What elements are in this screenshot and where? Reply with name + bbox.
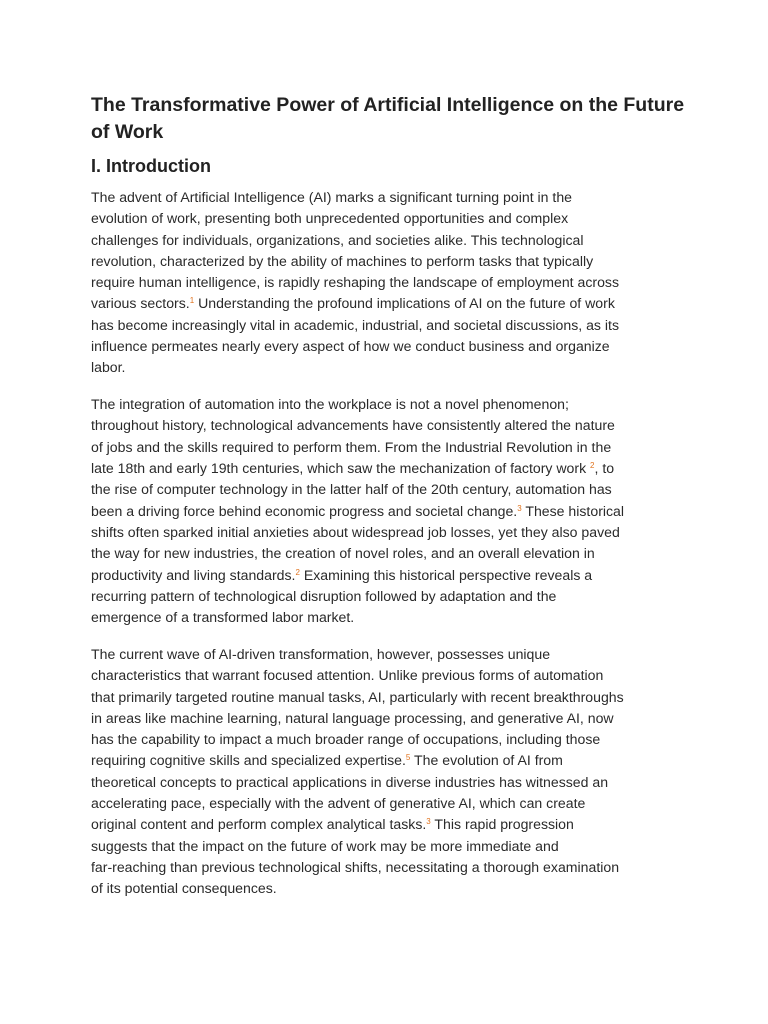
- text-line: in areas like machine learning, natural language processing, and generative AI, now: [91, 709, 614, 726]
- footnote-marker[interactable]: 3: [426, 817, 431, 827]
- text-line: characteristics that warrant focused attention. Unlike previous forms of automation: [91, 667, 604, 684]
- text-line: has become increasingly vital in academic, industrial, and societal discussions, as its: [91, 316, 619, 333]
- text-line: the rise of computer technology in the latter half of the 20th century, automation has: [91, 481, 612, 498]
- document-page: [91, 92, 691, 915]
- text-line: been a driving force behind economic progress and societal change.$^3$ These historical: [91, 502, 625, 519]
- text-line: that primarily targeted routine manual tasks, AI, particularly with recent breakthroughs: [91, 688, 624, 705]
- text-line: labor.: [91, 359, 126, 376]
- text-line: The integration of automation into the workplace is not a novel phenomenon;: [91, 396, 569, 413]
- text-line: challenges for individuals, organizations, and societies alike. This technological: [91, 231, 584, 248]
- text-line: far-reaching than previous technological shifts, necessitating a thorough examination: [91, 858, 620, 875]
- text-line: of its potential consequences.: [91, 880, 277, 897]
- text-line: accelerating pace, especially with the advent of generative AI, which can create: [91, 795, 586, 812]
- text-line: has the capability to impact a much broader range of occupations, including those: [91, 731, 601, 748]
- text-line: emergence of a transformed labor market.: [91, 609, 355, 626]
- text-line: require human intelligence, is rapidly reshaping the landscape of employment across: [91, 274, 620, 291]
- text-line: requiring cognitive skills and specialized expertise.$^5$ The evolution of AI from: [91, 752, 563, 769]
- text-line: revolution, characterized by the ability of machines to perform tasks that typically: [91, 252, 594, 269]
- text-line: the way for new industries, the creation of novel roles, and an overall elevation in: [91, 545, 595, 562]
- text-line: of jobs and the skills required to perform them. From the Industrial Revolution in the: [91, 438, 612, 455]
- body-text: [91, 187, 691, 900]
- footnote-marker[interactable]: 2: [590, 461, 595, 471]
- footnote-marker[interactable]: 5: [405, 753, 411, 763]
- footnote-marker[interactable]: 1: [189, 296, 195, 306]
- text-line: suggests that the impact on the future of work may be more immediate and: [91, 837, 559, 854]
- text-line: original content and perform complex analytical tasks.$^3$ This rapid progression: [91, 816, 574, 833]
- footnote-marker[interactable]: 3: [517, 503, 522, 513]
- section-heading-introduction: I. Introduction: [91, 156, 211, 176]
- text-line: productivity and living standards.$^2$ Examining this historical perspective reveals a: [91, 566, 593, 583]
- text-line: recurring pattern of technological disruption followed by adaptation and the: [91, 587, 557, 604]
- paragraph: [91, 187, 691, 379]
- text-line: The current wave of AI-driven transformation, however, possesses unique: [91, 645, 551, 662]
- text-line: evolution of work, presenting both unprecedented opportunities and complex: [91, 210, 569, 227]
- footnote-marker[interactable]: 2: [295, 567, 300, 577]
- paragraph: [91, 394, 691, 628]
- text-line: shifts often sparked initial anxieties about widespread job losses, yet they also paved: [91, 523, 620, 540]
- text-line: The advent of Artificial Intelligence (AI) marks a significant turning point in the: [91, 189, 572, 205]
- paragraph: [91, 644, 691, 900]
- text-line: various sectors.$^1$ Understanding the profound implications of AI on the future of work: [91, 295, 615, 312]
- text-line: theoretical concepts to practical applications in diverse industries has witnessed an: [91, 773, 609, 790]
- text-line: late 18th and early 19th centuries, which saw the mechanization of factory work $^2$, to: [91, 460, 615, 477]
- document-title: The Transformative Power of Artificial Intelligence on the Future of Work: [91, 94, 685, 143]
- text-line: throughout history, technological advancements have consistently altered the nature: [91, 417, 615, 434]
- text-line: influence permeates nearly every aspect of how we conduct business and organize: [91, 338, 610, 355]
